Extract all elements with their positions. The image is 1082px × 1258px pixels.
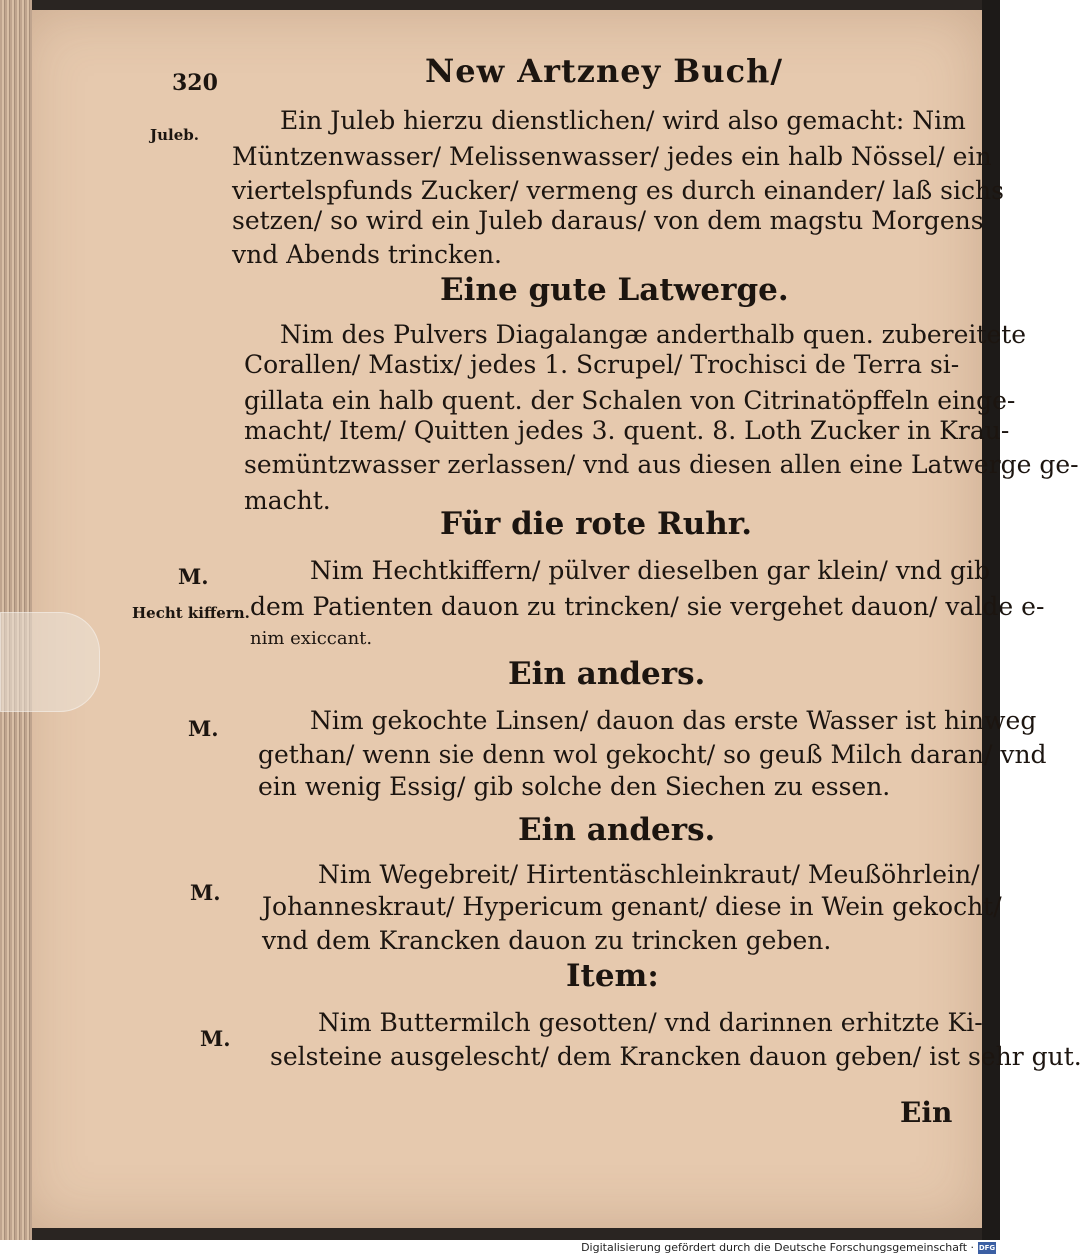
text-line: Ein Juleb hierzu dienstlichen/ wird also gemacht: Nim	[280, 106, 966, 135]
text-line: Nim gekochte Linsen/ dauon das erste Wasser ist hinweg	[310, 706, 1037, 735]
text-line: vnd dem Krancken dauon zu trincken geben.	[262, 926, 832, 955]
margin-note-m: M.	[190, 880, 221, 905]
text-line: Nim Buttermilch gesotten/ vnd darinnen erhitzte Ki-	[318, 1008, 983, 1037]
section-heading: Item:	[566, 958, 659, 994]
margin-note-juleb: Juleb.	[150, 126, 199, 144]
text-line: vnd Abends trincken.	[232, 240, 502, 269]
margin-note-m: M.	[178, 564, 209, 589]
page-number: 320	[172, 70, 218, 96]
text-line: Müntzenwasser/ Melissenwasser/ jedes ein halb Nössel/ ein	[232, 142, 992, 171]
text-line: Nim des Pulvers Diagalangæ anderthalb quen. zubereitete	[280, 320, 1027, 349]
dfg-logo: DFG	[978, 1244, 996, 1252]
section-heading: Für die rote Ruhr.	[440, 506, 753, 542]
text-line: Corallen/ Mastix/ jedes 1. Scrupel/ Trochisci de Terra si-	[244, 350, 960, 379]
section-heading: Ein anders.	[508, 656, 706, 692]
text-line: Nim Hechtkiffern/ pülver dieselben gar klein/ vnd gib	[310, 556, 990, 585]
text-line: ein wenig Essig/ gib solche den Siechen zu essen.	[258, 772, 891, 801]
text-line: nim exiccant.	[250, 628, 373, 649]
margin-note-hechtkiffern: Hecht kiffern.	[132, 604, 250, 622]
margin-note-m: M.	[200, 1026, 231, 1051]
section-heading: Ein anders.	[518, 812, 716, 848]
text-line: gethan/ wenn sie denn wol gekocht/ so geuß Milch daran/ vnd	[258, 740, 1047, 769]
margin-note-m: M.	[188, 716, 219, 741]
text-line: macht.	[244, 486, 331, 515]
text-line: Nim Wegebreit/ Hirtentäschleinkraut/ Meußöhrlein/	[318, 860, 980, 889]
text-line: selsteine ausgelescht/ dem Krancken dauon geben/ ist sehr gut.	[270, 1042, 1082, 1071]
text-line: gillata ein halb quent. der Schalen von Citrinatöpffeln einge-	[244, 386, 1016, 415]
text-line: viertelspfunds Zucker/ vermeng es durch einander/ laß sichs	[232, 176, 1004, 205]
text-line: semüntzwasser zerlassen/ vnd aus diesen allen eine Latwerge ge-	[244, 450, 1079, 479]
bookmark-tab	[0, 612, 100, 712]
text-line: Johanneskraut/ Hypericum genant/ diese in Wein gekocht/	[262, 892, 1002, 921]
catchword: Ein	[900, 1096, 953, 1129]
running-header: New Artzney Buch/	[425, 52, 784, 90]
footer-credit: Digitalisierung gefördert durch die Deutsche Forschungsgemeinschaft ·	[581, 1241, 974, 1254]
text-line: dem Patienten dauon zu trincken/ sie vergehet dauon/ valde e-	[250, 592, 1045, 621]
text-line: setzen/ so wird ein Juleb daraus/ von dem magstu Morgens	[232, 206, 984, 235]
section-heading: Eine gute Latwerge.	[440, 272, 789, 308]
text-line: macht/ Item/ Quitten jedes 3. quent. 8. Loth Zucker in Krau-	[244, 416, 1010, 445]
